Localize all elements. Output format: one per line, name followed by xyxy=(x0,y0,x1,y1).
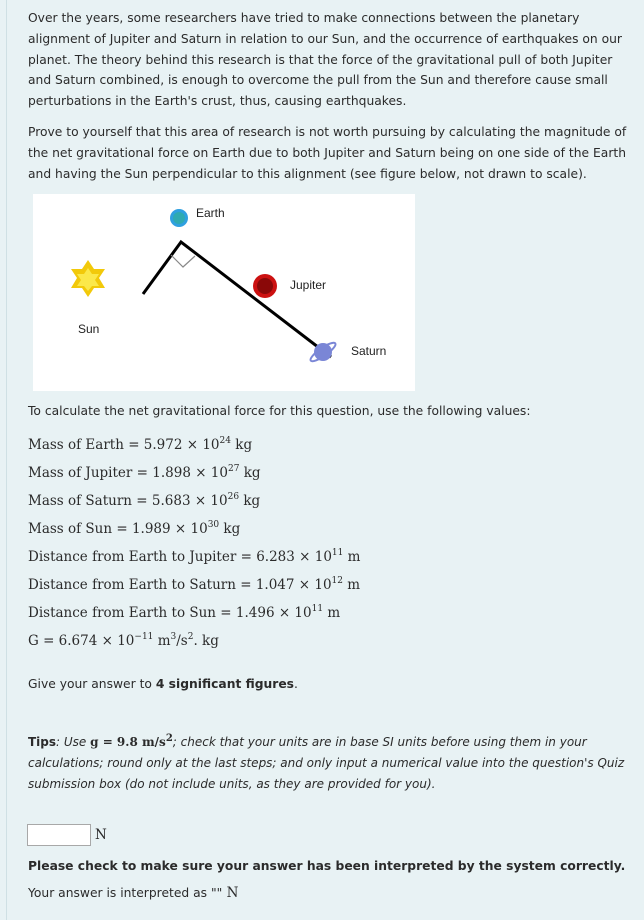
question-paragraph-1: Over the years, some researchers have tried to make connections between the planetary alignment of Jupiter and Saturn in relation to our Sun, and the occurrence of earthquakes on our planet. The theory behind this research is that the force of the gravitational pull of both Jupiter and Saturn combined, is enough to overcome the pull from the Sun and therefore cause small perturbations in the Earth's crust, thus, causing earthquakes. xyxy=(28,11,622,109)
value-mass-jupiter: Mass of Jupiter = $1.898 \times 10^{27}$ kg xyxy=(28,464,261,482)
right-angle-mark xyxy=(171,255,195,267)
value-gravitational-constant: $G = 6.674 \times 10^{-11}$ $m^3/s^2$. kg xyxy=(28,632,219,650)
planet-alignment-figure xyxy=(33,194,415,391)
value-mass-earth: Mass of Earth = $5.972 \times 10^{24}$ kg xyxy=(28,436,253,454)
sun-label: Sun xyxy=(78,322,100,337)
sig-figs-instruction: Give your answer to 4 significant figures. xyxy=(28,677,298,692)
jupiter-icon-inner xyxy=(257,278,273,294)
value-distance-saturn: Distance from Earth to Saturn = $1.047 \times 10^{12}$ m xyxy=(28,576,361,594)
sun-icon xyxy=(71,260,105,297)
tips-text: Tips: Use g = 9.8 $m/s^2$; check that your units are in base SI units before using them in your calculations; round only at the last steps; and only input a numerical value into the question's Quiz submission box (do not include units, as they are provided for you). xyxy=(28,733,625,792)
saturn-icon xyxy=(314,343,332,361)
value-mass-sun: Mass of Sun = $1.989 \times 10^{30}$ kg xyxy=(28,520,241,538)
check-message: Please check to make sure your answer has been interpreted by the system correctly. xyxy=(28,859,626,874)
alignment-diagram xyxy=(33,194,415,391)
jupiter-label: Jupiter xyxy=(290,278,327,293)
value-mass-saturn: Mass of Saturn = $5.683 \times 10^{26}$ kg xyxy=(28,492,261,510)
value-distance-jupiter: Distance from Earth to Jupiter = $6.283 \times 10^{11}$ m xyxy=(28,548,361,566)
left-border xyxy=(6,0,7,920)
value-distance-sun: Distance from Earth to Sun = $1.496 \times 10^{11}$ m xyxy=(28,604,341,622)
earth-label: Earth xyxy=(196,206,225,221)
answer-unit: N xyxy=(95,827,107,844)
interpretation-line: Your answer is interpreted as "" N xyxy=(28,885,239,902)
earth-icon-highlight xyxy=(173,212,185,224)
answer-input[interactable] xyxy=(27,824,91,846)
given-values-list xyxy=(28,427,634,651)
question-paragraph-2: Prove to yourself that this area of research is not worth pursuing by calculating the magnitude of the net gravitational force on Earth due to both Jupiter and Saturn being on one side of the Earth and having the Sun perpendicular to this alignment (see figure below, not drawn to scale). xyxy=(28,124,627,181)
saturn-label: Saturn xyxy=(351,344,387,359)
alignment-line xyxy=(143,242,331,357)
answer-row xyxy=(27,822,634,848)
values-intro: To calculate the net gravitational force for this question, use the following values: xyxy=(28,404,531,419)
